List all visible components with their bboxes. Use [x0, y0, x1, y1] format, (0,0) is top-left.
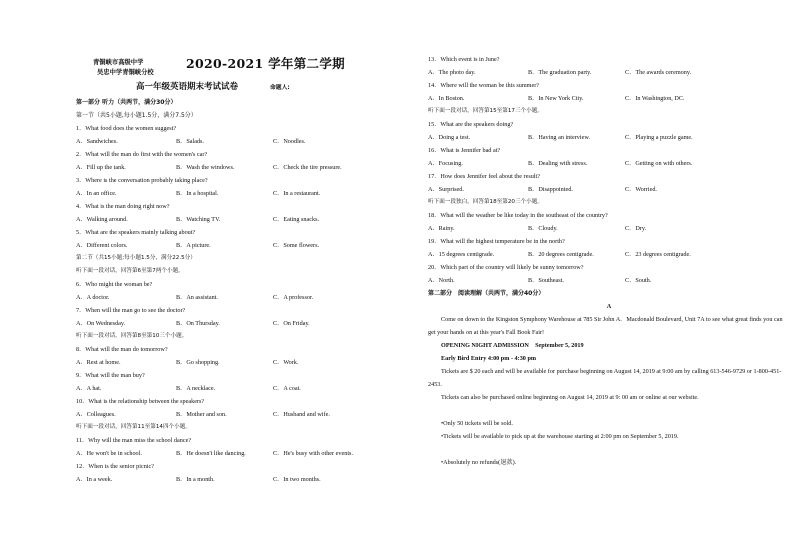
option-b[interactable]: B．Southeast.: [528, 277, 564, 284]
option-b[interactable]: B．Go shopping.: [176, 359, 220, 366]
option-c[interactable]: C．Worried.: [625, 186, 657, 193]
question-10: 10．What is the relationship between the speakers?: [76, 398, 205, 405]
right-column: [428, 53, 790, 469]
option-a[interactable]: A．In Boston.: [428, 95, 465, 102]
question-6: 6．Who might the woman be?: [76, 281, 153, 288]
option-c[interactable]: C．Work.: [273, 359, 299, 366]
option-b[interactable]: B．Disappointed.: [528, 186, 573, 193]
option-b[interactable]: B．In New York City.: [528, 95, 584, 102]
option-c[interactable]: C．Noodles.: [273, 138, 306, 145]
option-b[interactable]: B．The graduation party.: [528, 69, 592, 76]
option-c[interactable]: C．Eating snacks.: [273, 216, 320, 223]
option-c[interactable]: C．He's busy with other events.: [273, 450, 353, 457]
option-a[interactable]: A．A doctor.: [76, 294, 110, 301]
option-a[interactable]: A．Rainy.: [428, 225, 455, 232]
option-b[interactable]: B．In a hospital.: [176, 190, 219, 197]
question-6-options: [76, 291, 431, 304]
question-2: 2．What will the man do first with the women's car?: [76, 151, 208, 158]
question-9-options: [76, 382, 431, 395]
left-column: [76, 96, 431, 486]
question-18: 18．What will the weather be like today in the southeast of the country?: [428, 212, 608, 219]
question-3: 3．Where is the conversation probably taking place?: [76, 177, 208, 184]
passage-label: A: [606, 303, 612, 310]
question-11: 11．Why will the man miss the school dance?: [76, 437, 192, 444]
question-12-options: [76, 473, 431, 486]
option-b[interactable]: B．Mother and son.: [176, 411, 227, 418]
option-c[interactable]: C．Some flowers.: [273, 242, 320, 249]
option-c[interactable]: C．Playing a puzzle game.: [625, 134, 693, 141]
option-b[interactable]: B．Having an interview.: [528, 134, 590, 141]
passage-admission: OPENING NIGHT ADMISSION September 5, 2019: [441, 342, 584, 349]
option-a[interactable]: A．Different colors.: [76, 242, 128, 249]
option-c[interactable]: C．A coat.: [273, 385, 301, 392]
option-b[interactable]: B．A picture.: [176, 242, 211, 249]
question-1-options: [76, 135, 431, 148]
option-a[interactable]: A．Surprised.: [428, 186, 464, 193]
option-b[interactable]: B．A necklace.: [176, 385, 216, 392]
option-b[interactable]: B．In a month.: [176, 476, 215, 483]
option-b[interactable]: B．An assistant.: [176, 294, 218, 301]
question-13: 13．Which event is in June?: [428, 56, 500, 63]
option-a[interactable]: A．Colleagues.: [76, 411, 116, 418]
question-16: 16．What is Jennifer bad at?: [428, 147, 501, 154]
option-b[interactable]: B．Wash the windows.: [176, 164, 235, 171]
question-3-options: [76, 187, 431, 200]
question-11-options: [76, 447, 431, 460]
option-a[interactable]: A．Rest at home.: [76, 359, 121, 366]
option-c[interactable]: C．Getting on with others.: [625, 160, 693, 167]
option-c[interactable]: C．A professor.: [273, 294, 314, 301]
question-15-options: [428, 131, 790, 144]
option-c[interactable]: C．On Friday.: [273, 320, 310, 327]
part1-heading: 第一部分 听力（共两节，满分30分）: [76, 99, 177, 106]
question-20: 20．Which part of the country will likely be sunny tomorrow?: [428, 264, 584, 271]
option-a[interactable]: A．Fill up the tank.: [76, 164, 126, 171]
question-7-options: [76, 317, 431, 330]
question-9: 9．What will the man buy?: [76, 372, 145, 379]
listening-note-15: 听下面一段对话，回答第15至第17三个小题。: [428, 108, 543, 114]
school-name-line1: 青铜峡市高级中学: [93, 59, 144, 66]
listening-note-18: 听下面一段独白，回答第18至第20三个小题。: [428, 199, 543, 205]
passage-paragraph-1: Come on down to the Kingston Symphony Warehouse at 785 Sir John A．Macdonald Boulevard, Unit 7A to see what great finds you can get your hands on at this year's Fall Book Fair!: [428, 316, 783, 336]
option-c[interactable]: C．Husband and wife.: [273, 411, 330, 418]
passage-paragraph-online: Tickets can also be purchased online beginning on August 14, 2019 at 9: 00 am or online at our website.: [441, 394, 699, 401]
option-a[interactable]: A．Walking around.: [76, 216, 128, 223]
option-a[interactable]: A．Focusing.: [428, 160, 463, 167]
option-a[interactable]: A．North.: [428, 277, 455, 284]
section2-heading: 第二节（共15小题;每小题1.5分，满分22.5分）: [76, 255, 196, 261]
option-c[interactable]: C．In a restaurant.: [273, 190, 321, 197]
passage-bullet-2: •Tickets will be available to pick up at the warehouse starting at 2:00 pm on September 5, 2019.: [441, 433, 679, 440]
passage-bullet-3: •Absolutely no refunds(退款).: [441, 459, 517, 466]
option-a[interactable]: A．The photo day.: [428, 69, 476, 76]
option-a[interactable]: A．In an office.: [76, 190, 117, 197]
option-a[interactable]: A．He won't be in school.: [76, 450, 142, 457]
question-5-options: [76, 239, 431, 252]
option-a[interactable]: A．15 degrees centigrade.: [428, 251, 495, 258]
question-20-options: [428, 274, 790, 287]
question-19-options: [428, 248, 790, 261]
question-1: 1．What food does the women suggest?: [76, 125, 177, 132]
option-b[interactable]: B．Watching TV.: [176, 216, 221, 223]
option-a[interactable]: A．A hat.: [76, 385, 102, 392]
question-15: 15．What are the speakers doing?: [428, 121, 514, 128]
listening-note-6: 听下面一段对话，回答第6至第7两个小题。: [76, 268, 184, 274]
option-b[interactable]: B．On Thursday.: [176, 320, 220, 327]
question-2-options: [76, 161, 431, 174]
option-c[interactable]: C．Check the tire pressure.: [273, 164, 342, 171]
question-14-options: [428, 92, 790, 105]
option-a[interactable]: A．Sandwiches.: [76, 138, 118, 145]
passage-early-bird: Early Bird Entry 4:00 pm - 4:30 pm: [441, 355, 537, 362]
question-10-options: [76, 408, 431, 421]
question-18-options: [428, 222, 790, 235]
question-17-options: [428, 183, 790, 196]
option-c[interactable]: C．South.: [625, 277, 652, 284]
question-12: 12．When is the senior picnic?: [76, 463, 155, 470]
part2-heading: 第二部分 阅读理解（共两节，满分40分）: [428, 290, 545, 297]
question-14: 14．Where will the woman be this summer?: [428, 82, 540, 89]
option-c[interactable]: C．The awards ceremony.: [625, 69, 692, 76]
question-5: 5．What are the speakers mainly talking about?: [76, 229, 196, 236]
setter-label: 命题人:: [270, 85, 290, 91]
question-8: 8．What will the man do tomorrow?: [76, 346, 168, 353]
school-name-line2: 吴忠中学青铜峡分校: [97, 69, 154, 76]
question-7: 7．When will the man go to see the doctor?: [76, 307, 186, 314]
passage-paragraph-tickets: Tickets are $ 20 each and will be available for purchase beginning on August 14, 2019 at 9:00 am by calling 613-546-9729 or 1-800-451-2453.: [428, 368, 782, 388]
term-title: 2020-2021 学年第二学期: [186, 56, 345, 71]
option-c[interactable]: C．In two months.: [273, 476, 321, 483]
question-16-options: [428, 157, 790, 170]
option-a[interactable]: A．In a week.: [76, 476, 113, 483]
option-c[interactable]: C．Dry.: [625, 225, 647, 232]
listening-note-8: 听下面一段对话，回答第8至第10三个小题。: [76, 333, 188, 339]
passage-bullet-1: •Only 50 tickets will be sold.: [441, 420, 513, 427]
question-8-options: [76, 356, 431, 369]
question-4-options: [76, 213, 431, 226]
listening-note-11: 听下面一段对话，回答第11至第14四个小题。: [76, 424, 191, 430]
question-4: 4．What is the man doing right now?: [76, 203, 170, 210]
option-c[interactable]: C．23 degrees centigrade.: [625, 251, 691, 258]
question-13-options: [428, 66, 790, 79]
option-c[interactable]: C．In Washington, DC.: [625, 95, 685, 102]
option-b[interactable]: B．20 degrees centigrade.: [528, 251, 594, 258]
question-19: 19．What will the highest temperature be in the north?: [428, 238, 565, 245]
option-a[interactable]: A．Doing a test.: [428, 134, 471, 141]
option-b[interactable]: B．Dealing with stress.: [528, 160, 588, 167]
option-b[interactable]: B．He doesn't like dancing.: [176, 450, 246, 457]
option-b[interactable]: B．Salads.: [176, 138, 205, 145]
option-b[interactable]: B．Cloudy.: [528, 225, 558, 232]
question-17: 17．How does Jennifer feel about the result?: [428, 173, 541, 180]
exam-title: 高一年级英语期末考试试卷: [136, 82, 239, 92]
section1-heading: 第一节（共5小题,每小题1.5分，满分7.5分）: [76, 112, 197, 119]
option-a[interactable]: A．On Wednesday.: [76, 320, 126, 327]
